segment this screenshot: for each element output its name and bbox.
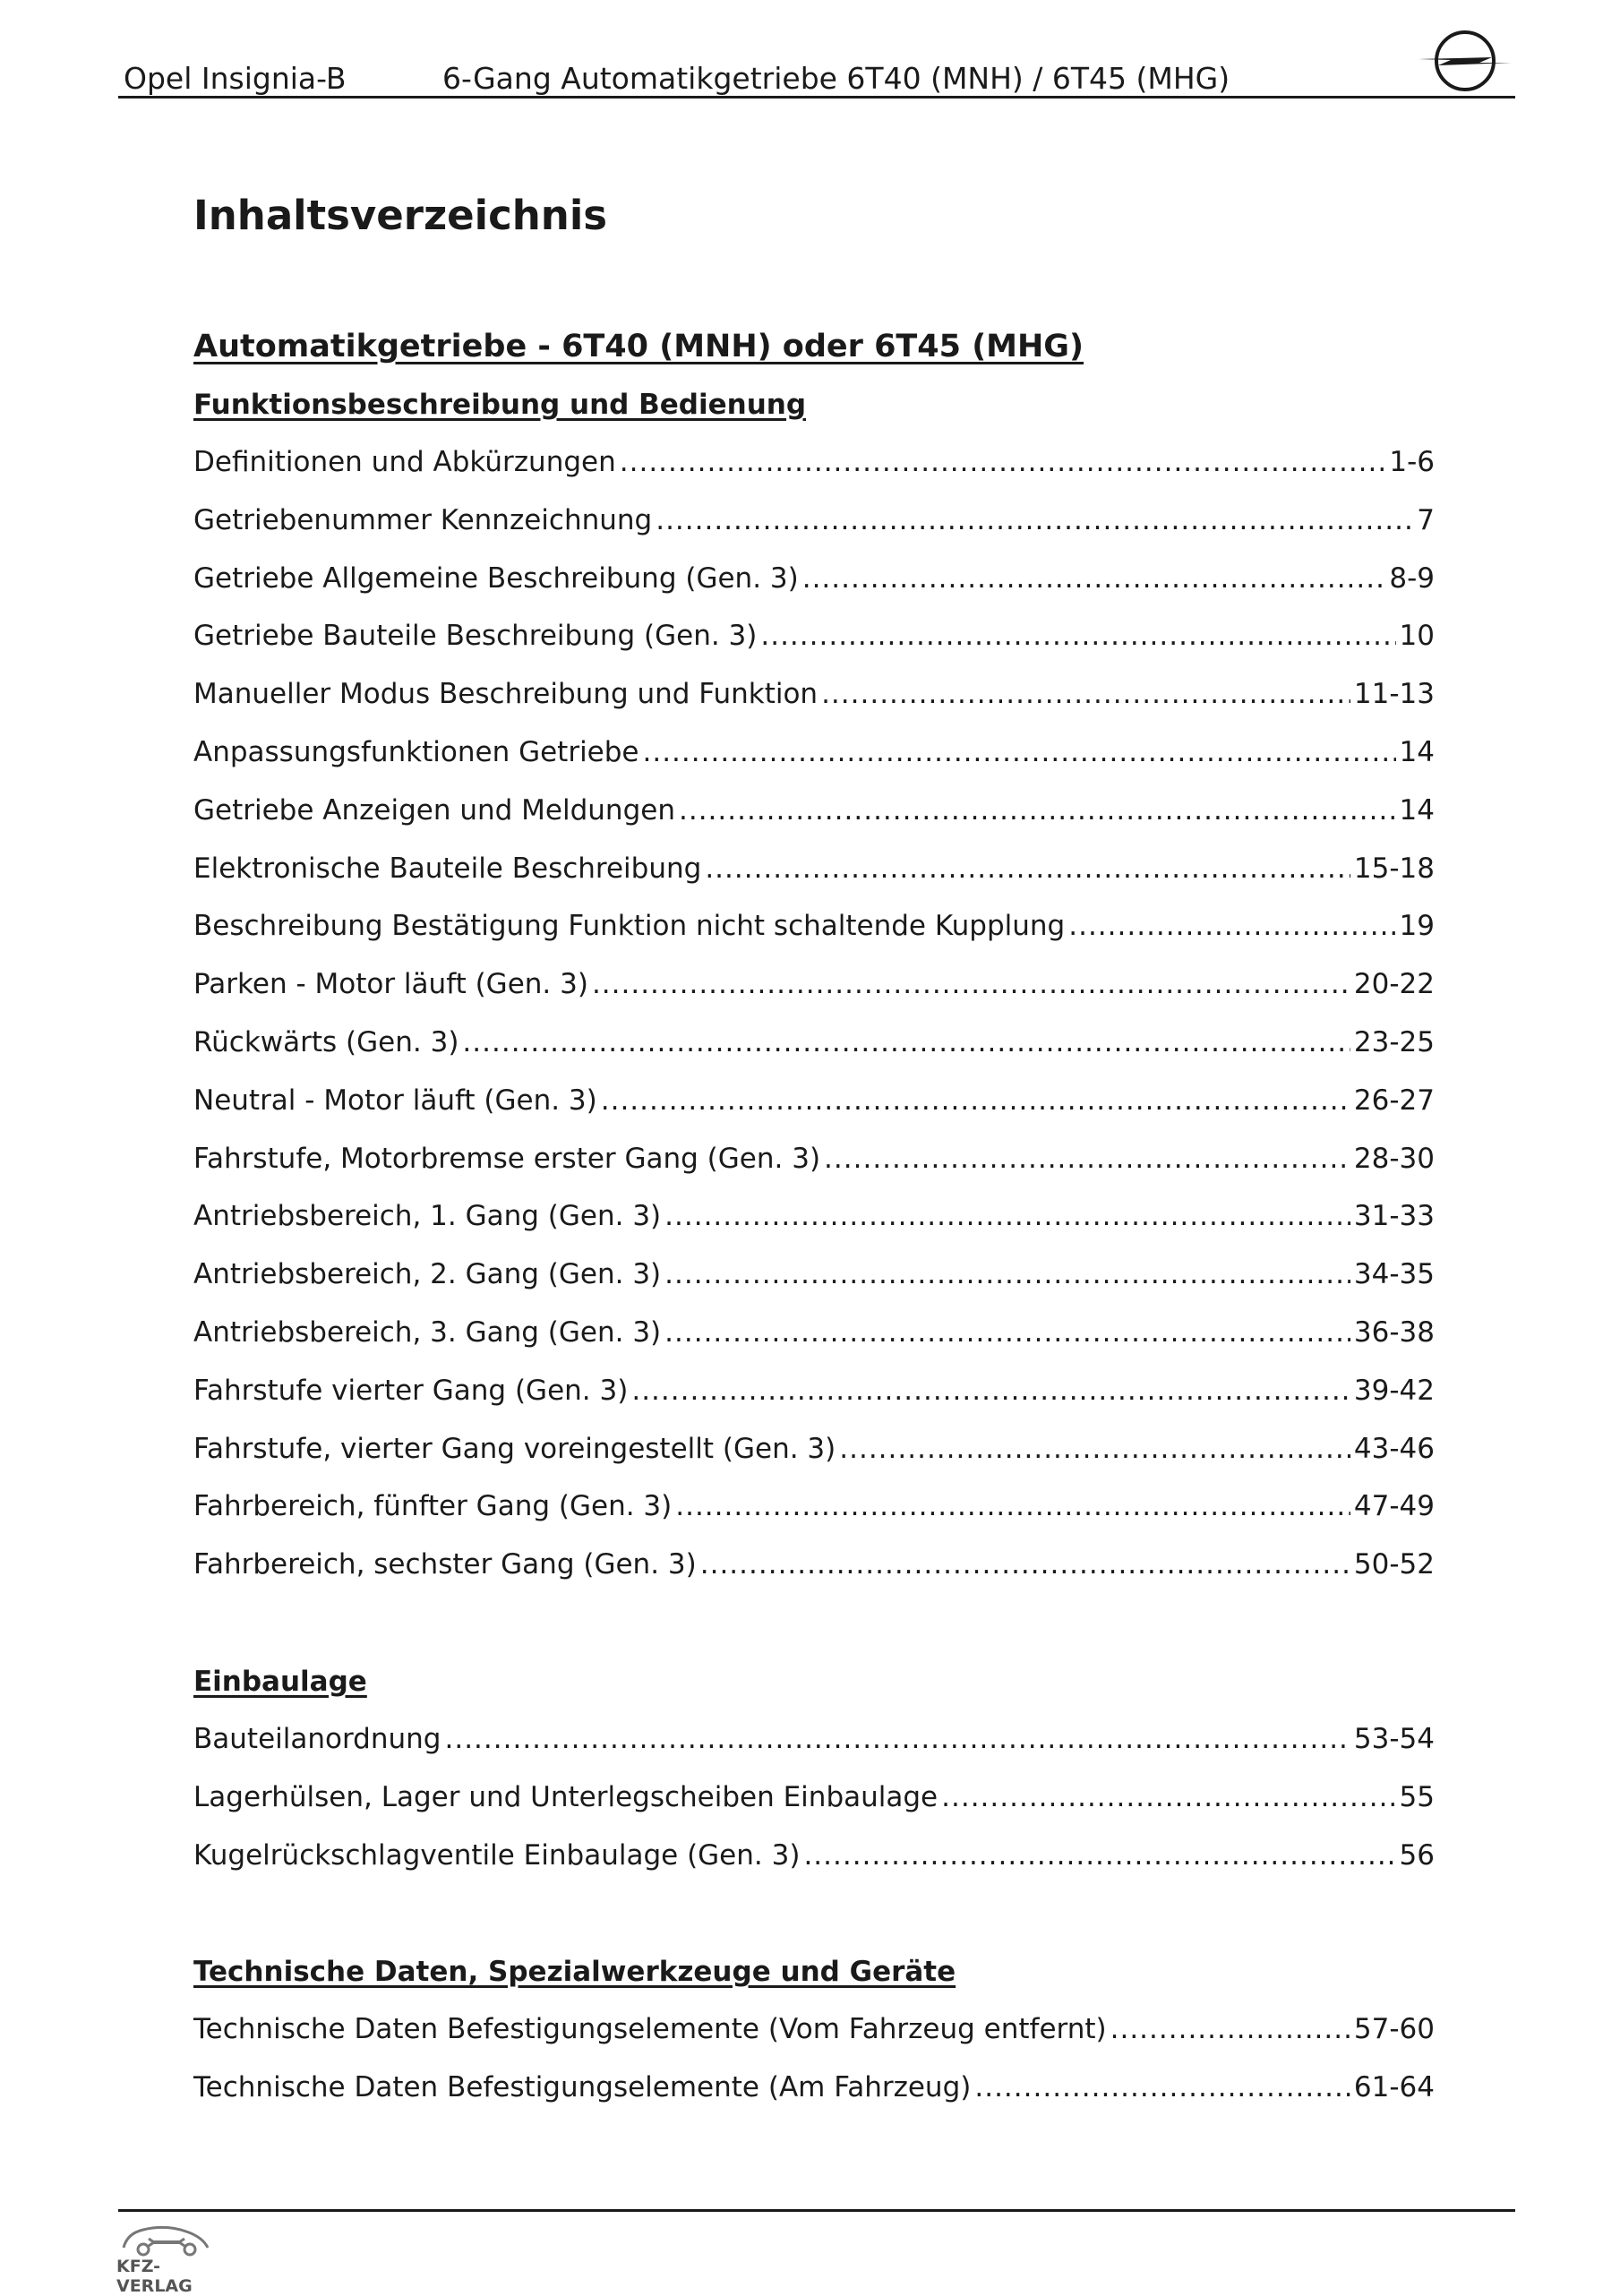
toc-entry-label: Fahrbereich, sechster Gang (Gen. 3): [193, 1548, 697, 1581]
toc-entry-page: 36-38: [1353, 1315, 1435, 1349]
toc-entry-label: Bauteilanordnung: [193, 1722, 441, 1755]
toc-entry-label: Definitionen und Abkürzungen: [193, 446, 616, 478]
header-rule: [118, 96, 1515, 99]
toc-entry-label: Elektronische Bauteile Beschreibung: [193, 852, 702, 885]
toc-leader-dots: [821, 665, 1350, 724]
toc-leader-dots: [656, 492, 1413, 550]
footer-brand: KFZ-VERLAG: [116, 2257, 193, 2296]
toc-entry-page: 57-60: [1353, 2013, 1435, 2046]
toc-leader-dots: [620, 433, 1386, 492]
toc-entry: [193, 1014, 1435, 1072]
toc-entry: [193, 1420, 1435, 1478]
toc-entry-label: Fahrbereich, fünfter Gang (Gen. 3): [193, 1490, 673, 1523]
toc-leader-dots: [664, 1187, 1350, 1246]
section-title: Automatikgetriebe - 6T40 (MNH) oder 6T45 (MHG): [193, 329, 1084, 364]
toc-leader-dots: [664, 1246, 1350, 1304]
toc-entry-page: 50-52: [1353, 1548, 1435, 1581]
group-title-einbaulage: Einbaulage: [193, 1665, 367, 1698]
toc-entry-label: Technische Daten Befestigungselemente (Am Fahrzeug): [193, 2071, 972, 2104]
toc-leader-dots: [592, 955, 1350, 1014]
toc-leader-dots: [643, 724, 1396, 782]
toc-entry: [193, 1304, 1435, 1362]
toc-entry-page: 39-42: [1353, 1374, 1435, 1407]
toc-entry-label: Rückwärts (Gen. 3): [193, 1025, 459, 1058]
toc-leader-dots: [824, 1130, 1350, 1188]
toc-entry-page: 26-27: [1353, 1084, 1435, 1117]
toc-entry-label: Antriebsbereich, 2. Gang (Gen. 3): [193, 1258, 662, 1291]
footer-logo: [116, 2221, 233, 2296]
toc-entry-page: 61-64: [1353, 2071, 1435, 2104]
toc-entry-label: Kugelrückschlagventile Einbaulage (Gen. 3): [193, 1838, 801, 1872]
toc-entry-page: 43-46: [1353, 1432, 1435, 1465]
toc-entry: [193, 1536, 1435, 1594]
toc-entry: [193, 2000, 1435, 2059]
toc-group-einbaulage: [193, 1710, 1435, 1884]
toc-entry-page: 34-35: [1353, 1258, 1435, 1291]
toc-leader-dots: [839, 1420, 1350, 1478]
toc-entry-page: 31-33: [1353, 1200, 1435, 1233]
toc-entry: [193, 492, 1435, 550]
toc-entry-label: Fahrstufe, Motorbremse erster Gang (Gen. 3): [193, 1142, 821, 1175]
table-of-contents: [193, 317, 1435, 2117]
toc-entry: [193, 550, 1435, 608]
toc-leader-dots: [705, 840, 1350, 898]
toc-entry-page: 47-49: [1353, 1490, 1435, 1523]
car-wrench-icon: [116, 2221, 215, 2258]
toc-leader-dots: [700, 1536, 1350, 1594]
header-model: Opel Insignia-B: [124, 61, 347, 96]
toc-entry: [193, 897, 1435, 955]
toc-leader-dots: [462, 1014, 1350, 1072]
toc-leader-dots: [974, 2059, 1350, 2117]
toc-entry-label: Manueller Modus Beschreibung und Funktion: [193, 678, 819, 711]
toc-leader-dots: [1068, 897, 1395, 955]
toc-entry: [193, 1710, 1435, 1769]
toc-leader-dots: [631, 1362, 1350, 1420]
toc-leader-dots: [664, 1304, 1350, 1362]
page-title: Inhaltsverzeichnis: [193, 192, 608, 239]
toc-leader-dots: [1110, 2000, 1350, 2059]
toc-entry-page: 56: [1399, 1838, 1435, 1872]
header-title: 6-Gang Automatikgetriebe 6T40 (MNH) / 6T45 (MHG): [442, 61, 1230, 96]
toc-entry-page: 11-13: [1353, 678, 1435, 711]
toc-entry-page: 14: [1399, 793, 1435, 827]
toc-entry: [193, 1072, 1435, 1130]
toc-entry-label: Fahrstufe vierter Gang (Gen. 3): [193, 1374, 629, 1407]
toc-group-funktionsbeschreibung: [193, 433, 1435, 1594]
toc-entry-page: 28-30: [1353, 1142, 1435, 1175]
toc-entry-label: Beschreibung Bestätigung Funktion nicht schaltende Kupplung: [193, 910, 1066, 943]
toc-leader-dots: [675, 1478, 1350, 1536]
toc-entry-page: 8-9: [1389, 561, 1435, 595]
toc-entry-label: Getriebe Bauteile Beschreibung (Gen. 3): [193, 620, 758, 653]
opel-logo-icon: [1417, 27, 1513, 95]
footer-rule: [118, 2209, 1515, 2212]
toc-entry: [193, 782, 1435, 840]
toc-entry: [193, 2059, 1435, 2117]
toc-entry-page: 10: [1399, 620, 1435, 653]
toc-entry: [193, 840, 1435, 898]
toc-entry: [193, 1362, 1435, 1420]
toc-entry-page: 53-54: [1353, 1722, 1435, 1755]
toc-group-technische-daten: [193, 2000, 1435, 2117]
toc-entry-page: 1-6: [1389, 446, 1435, 478]
toc-entry-label: Getriebenummer Kennzeichnung: [193, 503, 653, 536]
toc-entry-label: Parken - Motor läuft (Gen. 3): [193, 968, 588, 1001]
toc-leader-dots: [679, 782, 1396, 840]
toc-leader-dots: [444, 1710, 1350, 1769]
toc-leader-dots: [941, 1769, 1395, 1827]
toc-entry: [193, 1187, 1435, 1246]
toc-entry-label: Neutral - Motor läuft (Gen. 3): [193, 1084, 597, 1117]
toc-entry: [193, 1246, 1435, 1304]
toc-entry-label: Getriebe Allgemeine Beschreibung (Gen. 3): [193, 561, 799, 595]
toc-entry-label: Getriebe Anzeigen und Meldungen: [193, 793, 675, 827]
toc-entry-label: Anpassungsfunktionen Getriebe: [193, 735, 639, 768]
toc-entry: [193, 955, 1435, 1014]
toc-entry-page: 7: [1417, 503, 1435, 536]
toc-entry-page: 19: [1399, 910, 1435, 943]
toc-entry-page: 20-22: [1353, 968, 1435, 1001]
toc-entry-label: Lagerhülsen, Lager und Unterlegscheiben Einbaulage: [193, 1780, 939, 1813]
toc-entry-label: Antriebsbereich, 1. Gang (Gen. 3): [193, 1200, 662, 1233]
toc-entry: [193, 665, 1435, 724]
toc-entry: [193, 1769, 1435, 1827]
toc-entry-page: 23-25: [1353, 1025, 1435, 1058]
toc-entry-page: 55: [1399, 1780, 1435, 1813]
group-title-technische-daten: Technische Daten, Spezialwerkzeuge und Geräte: [193, 1956, 956, 1989]
toc-entry: [193, 607, 1435, 665]
toc-leader-dots: [802, 550, 1386, 608]
toc-entry: [193, 724, 1435, 782]
page-header: [118, 57, 1515, 99]
toc-leader-dots: [601, 1072, 1350, 1130]
toc-entry-label: Antriebsbereich, 3. Gang (Gen. 3): [193, 1315, 662, 1349]
toc-entry-label: Technische Daten Befestigungselemente (Vom Fahrzeug entfernt): [193, 2013, 1107, 2046]
toc-entry: [193, 1478, 1435, 1536]
toc-entry: [193, 1827, 1435, 1885]
toc-leader-dots: [760, 607, 1395, 665]
toc-entry: [193, 1130, 1435, 1188]
toc-entry-page: 15-18: [1353, 852, 1435, 885]
toc-leader-dots: [803, 1827, 1395, 1885]
toc-entry: [193, 433, 1435, 492]
group-title-funktionsbeschreibung: Funktionsbeschreibung und Bedienung: [193, 389, 807, 421]
toc-entry-label: Fahrstufe, vierter Gang voreingestellt (Gen. 3): [193, 1432, 836, 1465]
toc-entry-page: 14: [1399, 735, 1435, 768]
